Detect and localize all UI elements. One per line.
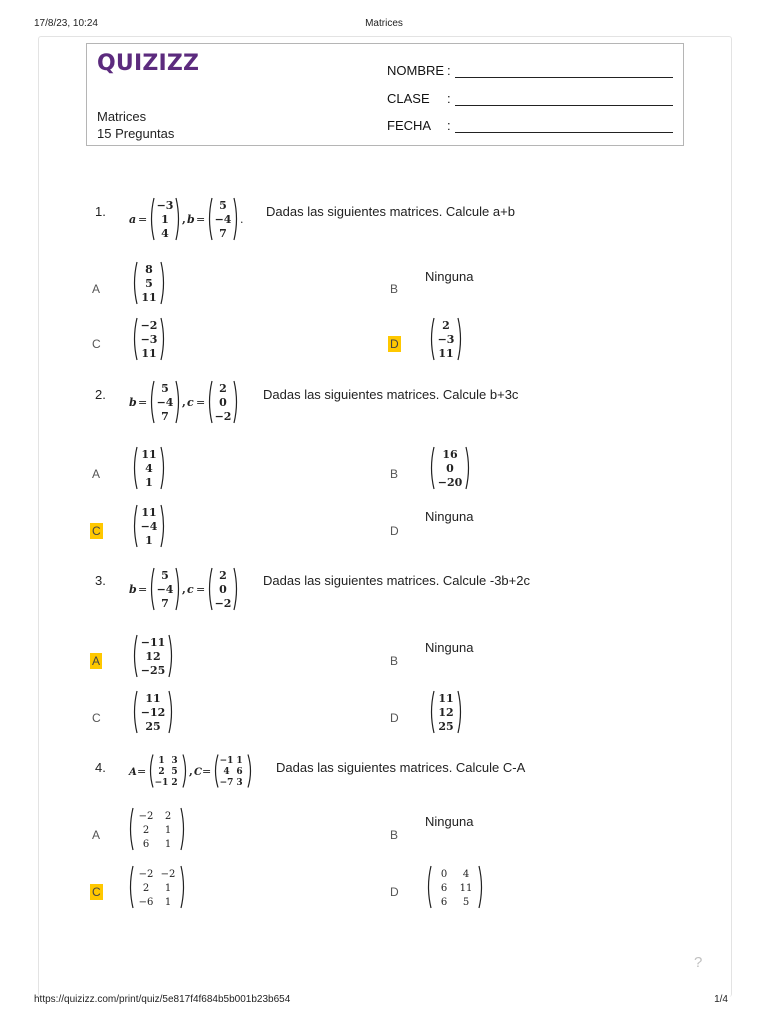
quiz-title: Matrices: [97, 109, 147, 124]
option-matrix[interactable]: [425, 864, 483, 910]
left-paren: [135, 505, 138, 547]
right-paren: [176, 381, 179, 423]
matrix-cell: 4: [161, 226, 169, 240]
matrix-cell: −3: [437, 332, 455, 346]
right-paren: [479, 866, 482, 908]
matrix-cell: 1: [158, 756, 165, 767]
class-line[interactable]: [455, 93, 673, 106]
field-label: FECHA: [387, 118, 432, 133]
field-colon: :: [447, 118, 451, 133]
right-paren: [248, 755, 251, 788]
field-label: CLASE: [387, 91, 430, 106]
matrix-cell: −1: [154, 778, 169, 789]
left-paren: [432, 691, 435, 733]
matrix-cell: 1: [145, 533, 153, 547]
matrix-cell: 5: [462, 896, 470, 908]
matrix-cell: 1: [164, 896, 172, 908]
matrix-cell: 5: [161, 381, 169, 395]
right-paren: [176, 198, 179, 240]
option-text[interactable]: Ninguna: [425, 269, 474, 284]
left-paren: [135, 635, 138, 677]
left-paren: [210, 568, 213, 610]
matrix-cell: 11: [438, 691, 454, 705]
matrix-cell: 11: [141, 346, 157, 360]
matrix-cell: 2: [142, 882, 150, 894]
question-text: Dadas las siguientes matrices. Calcule -3b+2c: [263, 573, 530, 588]
option-letter-a[interactable]: A: [92, 828, 101, 842]
matrix-cell: −2: [138, 810, 154, 822]
formula-variable: a: [129, 213, 137, 226]
formula-comma: ,: [182, 583, 186, 596]
matrix-cell: −12: [140, 705, 166, 719]
right-paren: [169, 635, 172, 677]
formula-comma: ,: [182, 396, 186, 409]
question-mark-icon[interactable]: ?: [694, 954, 703, 971]
option-matrix[interactable]: [131, 504, 171, 548]
matrix-cell: 1: [164, 838, 172, 850]
right-paren: [466, 447, 469, 489]
right-paren: [458, 691, 461, 733]
formula-variable: b: [129, 396, 137, 409]
formula-equals: =: [196, 213, 206, 226]
formula-variable: c: [187, 396, 194, 409]
right-paren: [161, 318, 164, 360]
right-paren: [234, 381, 237, 423]
print-title: Matrices: [365, 18, 403, 29]
matrix-cell: 6: [440, 896, 448, 908]
matrix-cell: 2: [219, 381, 227, 395]
question-count: 15 Preguntas: [97, 126, 175, 141]
page-number: 1/4: [714, 994, 728, 1005]
matrix-cell: 8: [145, 262, 153, 276]
option-text[interactable]: Ninguna: [425, 509, 474, 524]
left-paren: [135, 262, 138, 304]
left-paren: [152, 381, 155, 423]
formula-equals: =: [137, 765, 147, 778]
matrix-cell: 12: [438, 705, 454, 719]
question-text: Dadas las siguientes matrices. Calcule a+b: [266, 204, 515, 219]
matrix-cell: 2: [442, 318, 450, 332]
question-text: Dadas las siguientes matrices. Calcule C-A: [276, 760, 526, 775]
left-paren: [135, 691, 138, 733]
option-letter-b[interactable]: B: [390, 654, 399, 668]
left-paren: [432, 447, 435, 489]
matrix-cell: 1: [236, 756, 243, 767]
formula-equals: =: [138, 396, 148, 409]
matrix-cell: 4: [145, 461, 153, 475]
right-paren: [161, 262, 164, 304]
field-nombre: [387, 63, 673, 78]
print-datetime: 17/8/23, 10:24: [34, 18, 98, 29]
matrix-cell: −4: [140, 519, 158, 533]
matrix-cell: 2: [171, 778, 178, 789]
option-text[interactable]: Ninguna: [425, 640, 474, 655]
option-letter-a[interactable]: A: [92, 282, 101, 296]
matrix-cell: 1: [145, 475, 153, 489]
option-matrix[interactable]: [127, 806, 185, 852]
matrix-cell: 5: [145, 276, 153, 290]
matrix-cell: 5: [161, 568, 169, 582]
matrix-cell: 7: [219, 226, 227, 240]
matrix-cell: −2: [138, 868, 154, 880]
matrix-cell: 3: [171, 756, 178, 767]
left-paren: [216, 755, 219, 788]
matrix-cell: −2: [214, 596, 232, 610]
question-formula: [126, 378, 261, 426]
matrix-cell: 7: [161, 409, 169, 423]
field-colon: :: [447, 63, 451, 78]
matrix-cell: 2: [219, 568, 227, 582]
option-letter-a[interactable]: A: [92, 467, 101, 481]
matrix-cell: −25: [140, 663, 166, 677]
matrix-cell: 0: [440, 868, 448, 880]
field-colon: :: [447, 91, 451, 106]
formula-equals: =: [202, 765, 212, 778]
name-line[interactable]: [455, 65, 673, 78]
option-letter-c-selected[interactable]: C: [92, 885, 101, 899]
matrix-cell: −20: [437, 475, 463, 489]
right-paren: [183, 755, 186, 788]
matrix-cell: 4: [223, 767, 230, 778]
matrix-cell: −1: [219, 756, 234, 767]
option-letter-d[interactable]: D: [390, 885, 399, 899]
matrix-cell: 4: [462, 868, 470, 880]
matrix-cell: 6: [236, 767, 243, 778]
matrix-cell: −6: [138, 896, 154, 908]
formula-equals: =: [138, 213, 148, 226]
matrix-cell: 3: [236, 778, 243, 789]
left-paren: [432, 318, 435, 360]
formula-equals: =: [138, 583, 148, 596]
left-paren: [152, 568, 155, 610]
matrix-cell: −2: [160, 868, 176, 880]
option-letter-b[interactable]: B: [390, 467, 399, 481]
matrix-cell: 5: [171, 767, 178, 778]
matrix-cell: −2: [140, 318, 158, 332]
option-matrix[interactable]: [428, 317, 468, 361]
formula-comma: ,: [189, 765, 193, 778]
option-letter-a-selected[interactable]: A: [92, 654, 101, 668]
question-text: Dadas las siguientes matrices. Calcule b+3c: [263, 387, 519, 402]
option-text[interactable]: Ninguna: [425, 814, 474, 829]
left-paren: [210, 381, 213, 423]
matrix-cell: 1: [161, 212, 169, 226]
field-fecha: [387, 118, 673, 133]
option-matrix[interactable]: [428, 446, 472, 490]
matrix-cell: 11: [141, 505, 157, 519]
question-formula: [126, 565, 261, 613]
formula-equals: =: [196, 396, 206, 409]
matrix-cell: 0: [446, 461, 454, 475]
option-letter-c[interactable]: C: [92, 711, 101, 725]
matrix-cell: 11: [438, 346, 454, 360]
question-number: 1.: [95, 204, 106, 219]
matrix-cell: −7: [219, 778, 234, 789]
question-number: 2.: [95, 387, 106, 402]
field-label: NOMBRE: [387, 63, 445, 78]
matrix-cell: 25: [438, 719, 454, 733]
matrix-cell: 11: [141, 447, 157, 461]
option-letter-d[interactable]: D: [390, 711, 399, 725]
formula-comma: ,: [182, 213, 186, 226]
right-paren: [234, 568, 237, 610]
left-paren: [210, 198, 213, 240]
right-paren: [176, 568, 179, 610]
formula-equals: =: [196, 583, 206, 596]
matrix-cell: 16: [442, 447, 458, 461]
option-matrix[interactable]: [131, 261, 171, 305]
matrix-cell: −4: [156, 582, 174, 596]
matrix-cell: 1: [164, 824, 172, 836]
matrix-cell: −3: [140, 332, 158, 346]
matrix-cell: 5: [219, 198, 227, 212]
date-line[interactable]: [455, 120, 673, 133]
field-clase: [387, 91, 673, 106]
question-formula: [126, 195, 261, 243]
question-formula: [126, 751, 271, 791]
left-paren: [151, 755, 154, 788]
right-paren: [161, 505, 164, 547]
option-matrix[interactable]: [131, 317, 171, 361]
left-paren: [152, 198, 155, 240]
matrix-cell: 2: [164, 810, 172, 822]
right-paren: [161, 447, 164, 489]
matrix-cell: −11: [140, 635, 166, 649]
formula-variable: c: [187, 583, 194, 596]
right-paren: [181, 866, 184, 908]
print-url: https://quizizz.com/print/quiz/5e817f4f684b5b001b23b654: [34, 994, 291, 1005]
option-letter-c-selected[interactable]: C: [92, 524, 101, 538]
matrix-cell: 11: [459, 882, 473, 894]
left-paren: [131, 808, 134, 850]
matrix-cell: 0: [219, 395, 227, 409]
quiz-info-box: [86, 43, 684, 146]
matrix-cell: 1: [164, 882, 172, 894]
formula-variable: b: [129, 583, 137, 596]
option-letter-d-selected[interactable]: D: [390, 337, 399, 351]
matrix-cell: 2: [158, 767, 165, 778]
matrix-cell: −4: [156, 395, 174, 409]
left-paren: [429, 866, 432, 908]
matrix-cell: 0: [219, 582, 227, 596]
option-letter-b[interactable]: B: [390, 282, 399, 296]
formula-period: .: [240, 213, 244, 226]
matrix-cell: 11: [141, 290, 157, 304]
matrix-cell: 6: [142, 838, 150, 850]
question-number: 4.: [95, 760, 106, 775]
option-letter-d[interactable]: D: [390, 524, 399, 538]
matrix-cell: 11: [145, 691, 161, 705]
matrix-cell: −3: [156, 198, 174, 212]
quizizz-logo: QUIZIZZ: [97, 51, 200, 76]
option-letter-c[interactable]: C: [92, 337, 101, 351]
formula-variable: A: [129, 767, 137, 778]
matrix-cell: −2: [214, 409, 232, 423]
matrix-cell: 2: [142, 824, 150, 836]
formula-variable: b: [187, 213, 195, 226]
left-paren: [131, 866, 134, 908]
matrix-cell: −4: [214, 212, 232, 226]
option-matrix[interactable]: [127, 864, 195, 910]
matrix-cell: 7: [161, 596, 169, 610]
matrix-cell: 25: [145, 719, 161, 733]
option-matrix[interactable]: [131, 446, 171, 490]
matrix-cell: 12: [145, 649, 161, 663]
right-paren: [169, 691, 172, 733]
left-paren: [135, 447, 138, 489]
right-paren: [234, 198, 237, 240]
right-paren: [181, 808, 184, 850]
right-paren: [458, 318, 461, 360]
option-matrix[interactable]: [131, 690, 175, 734]
left-paren: [135, 318, 138, 360]
option-matrix[interactable]: [428, 690, 468, 734]
matrix-cell: 6: [440, 882, 448, 894]
option-matrix[interactable]: [131, 634, 175, 678]
option-letter-b[interactable]: B: [390, 828, 399, 842]
question-number: 3.: [95, 573, 106, 588]
formula-variable: C: [194, 767, 202, 778]
